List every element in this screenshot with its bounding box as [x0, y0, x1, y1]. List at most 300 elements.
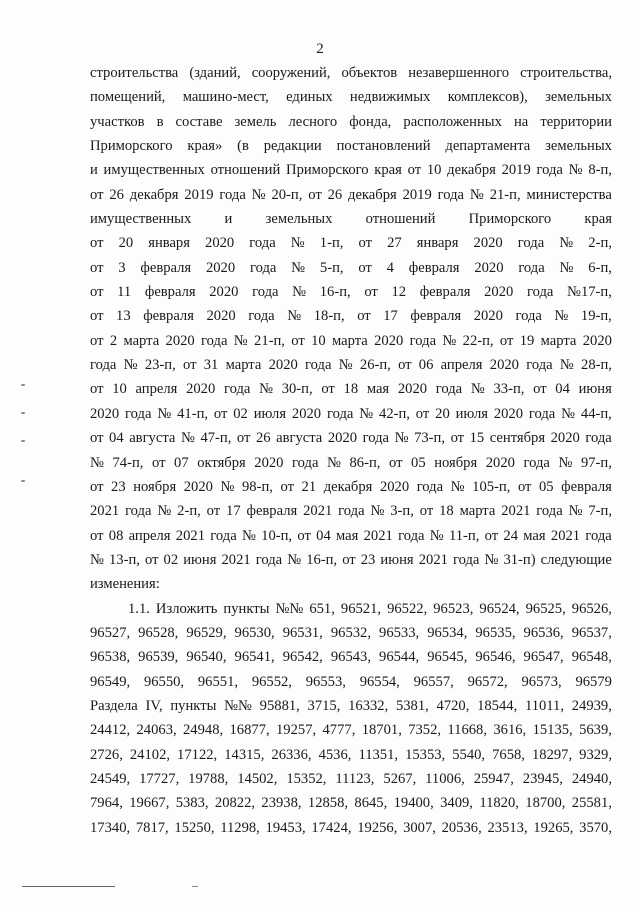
text-word: 96539,	[138, 649, 179, 666]
text-word: 96534,	[427, 624, 468, 641]
text-word: 44-п,	[580, 405, 612, 422]
text-word: №	[251, 186, 266, 203]
text-line	[90, 353, 612, 377]
text-word: от	[407, 162, 422, 179]
text-word: 19400,	[393, 795, 434, 812]
text-word: 2020	[165, 332, 195, 349]
text-line	[90, 597, 612, 621]
text-word: земельных	[545, 89, 612, 106]
text-word: 7658,	[492, 746, 525, 763]
text-word: 3616,	[493, 722, 527, 739]
text-line	[90, 256, 612, 280]
text-word: от	[357, 308, 371, 325]
text-word: января	[416, 235, 459, 252]
text-word: 96533,	[379, 624, 420, 641]
text-word: 18	[343, 381, 359, 398]
text-word: 42-п,	[379, 405, 410, 422]
text-word: года	[305, 357, 332, 374]
text-word: 24948,	[183, 722, 224, 739]
text-word: 96521,	[340, 600, 382, 617]
text-word: 24549,	[90, 770, 131, 787]
text-word: №	[241, 527, 256, 544]
text-word: года	[255, 551, 283, 568]
text-word: 2020	[291, 405, 322, 422]
text-word: марта	[459, 503, 496, 520]
text-word: 2020	[582, 332, 612, 349]
text-word: 2020	[473, 308, 503, 325]
text-word: №	[568, 503, 583, 520]
text-word: отношений	[365, 211, 436, 228]
text-word: года	[362, 430, 390, 447]
text-word: февраля	[408, 259, 460, 276]
text-line	[90, 304, 612, 328]
text-word: 8645,	[354, 795, 388, 812]
text-word: февраля	[419, 284, 471, 301]
text-word: 96543,	[330, 649, 371, 666]
text-word: от	[151, 454, 166, 471]
text-word: марта	[123, 332, 160, 349]
text-line	[90, 377, 612, 401]
text-word: №	[287, 308, 302, 325]
text-word: 20-п,	[271, 186, 303, 203]
text-word: 96527,	[90, 624, 131, 641]
text-word: апреля	[135, 381, 178, 398]
text-word: №	[259, 381, 273, 398]
text-word: 96549,	[90, 673, 131, 690]
text-word: 23513,	[487, 819, 528, 836]
text-word: и	[90, 162, 98, 179]
text-word: 2020	[374, 332, 404, 349]
text-word: августа	[276, 430, 323, 447]
text-word: 2020	[473, 235, 503, 252]
text-word: 05	[538, 478, 554, 495]
text-word: 96523,	[433, 600, 474, 617]
text-word: 21	[301, 478, 317, 495]
text-word: 15	[469, 430, 485, 447]
text-word: 19453,	[265, 819, 306, 836]
text-word: от	[90, 332, 104, 349]
text-word: августа	[129, 430, 176, 447]
text-word: 19	[519, 332, 535, 349]
text-word: 11820,	[479, 795, 519, 812]
text-word: года	[585, 430, 612, 447]
text-word: марта	[540, 332, 577, 349]
text-word: 96544,	[379, 649, 420, 666]
text-word: 41-п,	[177, 405, 209, 422]
text-word: 7964,	[90, 795, 123, 812]
text-word: 04	[109, 430, 124, 447]
text-word: 2726,	[90, 746, 123, 763]
text-word: июля	[455, 405, 488, 422]
text-word: 18544,	[477, 697, 518, 714]
text-word: 10-п,	[261, 527, 293, 544]
text-word: №	[123, 357, 138, 374]
text-word: 3	[118, 259, 126, 276]
text-word: 3-п,	[390, 503, 414, 520]
text-word: 24063,	[136, 722, 177, 739]
text-word: 8-п,	[588, 162, 612, 179]
text-word: 05	[411, 454, 426, 471]
text-word: от	[450, 430, 465, 447]
text-word: 23945,	[522, 770, 563, 787]
text-line	[90, 743, 612, 767]
text-word: 19667,	[129, 795, 170, 812]
text-word: марта	[225, 357, 262, 374]
text-word: 3715,	[307, 697, 341, 714]
text-word: 2020	[183, 478, 213, 495]
text-word: года	[249, 235, 276, 252]
text-word: 96536,	[523, 624, 564, 641]
text-word: 73-п,	[414, 430, 445, 447]
text-word: 17424,	[311, 819, 352, 836]
text-word: незавершенного	[408, 65, 510, 81]
text-word: №	[559, 235, 574, 252]
text-word: 11668,	[447, 722, 487, 739]
text-line	[90, 524, 612, 548]
text-word: 4536,	[318, 746, 352, 763]
text-word: сентября	[489, 430, 546, 447]
text-word: 96529,	[186, 624, 227, 641]
text-word: февраля	[246, 503, 298, 520]
text-word: декабря	[323, 478, 373, 495]
text-word: 17727,	[139, 770, 180, 787]
text-word: 96572,	[467, 673, 508, 690]
text-word: 31	[203, 357, 219, 374]
text-word: 23-п,	[144, 357, 176, 374]
text-word: 7817,	[135, 819, 169, 836]
text-word: 2020	[268, 357, 298, 374]
text-word: 19788,	[188, 770, 229, 787]
text-word: 3007,	[403, 819, 436, 836]
text-word: 19256,	[357, 819, 398, 836]
text-word: 13	[116, 308, 131, 325]
text-word: (зданий,	[189, 65, 241, 81]
text-word: 31-п)	[503, 551, 536, 568]
text-word: объектов	[341, 65, 398, 81]
footer-mark	[192, 886, 198, 887]
text-word: от	[517, 478, 532, 495]
text-word: 2020	[186, 381, 216, 398]
text-word: №	[484, 551, 499, 568]
text-word: от	[90, 478, 104, 495]
text-word: 96524,	[479, 600, 520, 617]
text-line	[90, 499, 612, 523]
text-word: 19265,	[533, 819, 574, 836]
text-word: от	[388, 454, 403, 471]
text-word: года	[585, 527, 612, 544]
text-line	[90, 548, 612, 572]
text-word: от	[291, 332, 305, 349]
text-word: 24	[503, 527, 519, 544]
text-word: 28-п,	[581, 357, 612, 374]
text-word: июня	[183, 551, 217, 568]
text-word: от	[297, 527, 311, 544]
text-word: февраля	[561, 478, 612, 495]
text-word: 96547,	[523, 649, 564, 666]
text-word: 25581,	[571, 795, 612, 812]
text-word: 96553,	[305, 673, 346, 690]
text-word: №	[90, 454, 104, 471]
text-word: 27	[387, 235, 402, 252]
text-word: 5540,	[452, 746, 486, 763]
text-word: 07	[174, 454, 189, 471]
text-word: 2019	[501, 162, 531, 179]
text-word: 20536,	[441, 819, 482, 836]
text-word: 2020	[474, 259, 504, 276]
text-word: от	[358, 235, 372, 252]
text-word: единых	[286, 89, 333, 106]
text-word: года	[437, 186, 465, 203]
text-word: декабря	[129, 186, 179, 203]
text-word: 5639,	[579, 722, 612, 739]
text-word: №	[470, 381, 485, 398]
text-line	[90, 572, 612, 596]
text-word: 23938,	[261, 795, 302, 812]
text-word: года	[338, 503, 365, 520]
text-line	[90, 451, 612, 475]
text-line	[90, 183, 612, 207]
text-word: 18700,	[525, 795, 566, 812]
text-word: 1-п,	[319, 235, 344, 252]
text-word: от	[364, 284, 378, 301]
text-word: года	[409, 332, 437, 349]
text-word: 5381,	[395, 697, 429, 714]
text-word: года	[219, 186, 246, 203]
text-word: 26	[255, 430, 271, 447]
text-word: июля	[253, 405, 287, 422]
text-word: 2020	[485, 454, 515, 471]
text-word: от	[90, 527, 104, 544]
page-number: 2	[316, 41, 324, 57]
text-word: 16-п,	[306, 551, 338, 568]
text-word: 24940,	[571, 770, 612, 787]
text-word: года	[201, 332, 228, 349]
text-word: года	[249, 259, 277, 276]
text-word: 12858,	[307, 795, 349, 812]
text-word: года	[125, 405, 152, 422]
text-word: 651,	[309, 600, 335, 617]
text-word: года	[523, 454, 550, 471]
text-line	[90, 645, 612, 669]
text-word: Изложить	[155, 600, 218, 617]
text-word: от	[90, 381, 104, 398]
text-word: отношений	[210, 162, 281, 179]
text-word: №№	[275, 600, 304, 617]
text-word: 96542,	[282, 649, 323, 666]
text-word: от	[484, 527, 499, 544]
text-word: года	[515, 308, 542, 325]
text-word: от	[499, 332, 514, 349]
text-word: земельных	[265, 211, 333, 228]
text-word: 96545,	[427, 649, 468, 666]
text-word: №№	[224, 697, 252, 714]
text-word: 98-п,	[242, 478, 273, 495]
text-word: 96528,	[138, 624, 179, 641]
text-word: помещений,	[90, 89, 166, 106]
text-word: 25947,	[473, 770, 514, 787]
text-word: №	[359, 405, 374, 422]
text-line	[90, 85, 612, 109]
text-word: 18701,	[361, 722, 402, 739]
text-word: 10	[426, 162, 442, 179]
text-word: №	[559, 357, 574, 374]
text-word: 14315,	[224, 746, 265, 763]
text-word: года	[518, 259, 545, 276]
body-text	[90, 61, 612, 840]
text-word: 23	[360, 551, 376, 568]
text-word: от	[398, 357, 412, 374]
text-word: 21-п,	[254, 332, 285, 349]
text-word: 20	[435, 405, 450, 422]
text-word: 96546,	[475, 649, 516, 666]
text-word: 2020	[327, 430, 358, 447]
text-word: края	[374, 162, 402, 179]
text-word: 2020	[484, 284, 514, 301]
text-word: года	[210, 527, 237, 544]
text-word: 19257,	[276, 722, 317, 739]
text-word: 2021	[501, 503, 531, 520]
text-word: от	[342, 551, 356, 568]
text-line	[90, 402, 612, 426]
text-word: 6-п,	[588, 259, 612, 276]
text-word: имущественных	[90, 211, 192, 228]
text-word: 11298,	[220, 819, 260, 836]
text-word: №	[554, 308, 569, 325]
text-word: июня	[380, 551, 414, 568]
text-word: января	[148, 235, 190, 252]
text-word: 1.1.	[128, 600, 150, 617]
text-word: края	[584, 211, 612, 228]
text-word: 96532,	[330, 624, 371, 641]
text-word: 96573,	[521, 673, 562, 690]
text-word: 5267,	[383, 770, 417, 787]
text-line	[90, 134, 612, 158]
text-word: 04	[316, 527, 331, 544]
text-word: апреля	[128, 527, 171, 544]
text-word: 96530,	[234, 624, 275, 641]
text-word: 2021	[303, 503, 333, 520]
text-word: 21-п,	[489, 186, 521, 203]
text-word: 4720,	[436, 697, 470, 714]
text-word: 11006,	[425, 770, 465, 787]
text-word: 2-п,	[177, 503, 201, 520]
text-word: 97-п,	[580, 454, 612, 471]
margin-mark	[21, 440, 25, 442]
text-line	[90, 791, 612, 815]
text-word: декабря	[348, 186, 397, 203]
text-word: (в	[237, 138, 249, 155]
text-word: 2020	[550, 430, 580, 447]
text-word: 7352,	[408, 722, 442, 739]
text-word: от	[144, 551, 159, 568]
text-word: от	[321, 381, 335, 398]
text-word: №	[558, 454, 573, 471]
text-word: 15250,	[174, 819, 215, 836]
text-word: 26	[109, 186, 124, 203]
text-word: 24939,	[571, 697, 612, 714]
text-line	[90, 280, 612, 304]
text-word: №	[568, 162, 583, 179]
text-word: №	[469, 186, 484, 203]
text-line	[90, 158, 612, 182]
text-word: 16-п,	[319, 284, 351, 301]
text-line	[90, 718, 612, 742]
text-word: №	[292, 284, 307, 301]
text-word: от	[280, 478, 294, 495]
text-word: земельных	[545, 138, 612, 155]
text-word: 96579	[575, 673, 612, 690]
text-word: 2020	[254, 454, 284, 471]
text-word: пункты	[170, 697, 217, 714]
text-word: Приморского	[286, 162, 369, 179]
text-word: года	[536, 162, 563, 179]
text-word: на	[513, 113, 529, 130]
text-line	[90, 816, 612, 840]
text-word: года	[528, 405, 556, 422]
text-word: 2020	[205, 259, 236, 276]
text-word: 95881,	[259, 697, 300, 714]
text-word: 17340,	[90, 819, 131, 836]
text-word: пункты	[223, 600, 270, 617]
text-word: и	[224, 211, 233, 228]
text-word: 96540,	[186, 649, 227, 666]
text-word: от	[419, 503, 434, 520]
text-line	[90, 110, 612, 134]
text-word: от	[213, 405, 228, 422]
text-word: от	[415, 405, 430, 422]
text-word: 15352,	[286, 770, 327, 787]
text-word: от	[90, 235, 104, 252]
text-word: февраля	[140, 259, 192, 276]
text-word: 11351,	[358, 746, 399, 763]
text-word: министерства	[526, 186, 612, 203]
text-word: 18297,	[531, 746, 573, 763]
text-word: №	[287, 551, 302, 568]
text-line	[90, 231, 612, 255]
text-word: 96525,	[525, 600, 566, 617]
text-line	[90, 621, 612, 645]
text-word: 02	[163, 551, 179, 568]
text-word: 96541,	[234, 649, 275, 666]
text-word: 3570,	[579, 819, 612, 836]
text-word: от	[308, 186, 322, 203]
text-word: 96522,	[387, 600, 428, 617]
margin-mark	[21, 480, 25, 482]
text-word: июня	[578, 381, 612, 398]
text-word: года	[326, 405, 354, 422]
text-word: №	[90, 551, 104, 568]
text-word: от	[90, 308, 104, 325]
text-word: декабря	[447, 162, 496, 179]
text-word: 15353,	[405, 746, 446, 763]
text-word: от	[533, 381, 547, 398]
text-word: IV,	[145, 697, 163, 714]
text-word: 13-п,	[109, 551, 140, 568]
text-word: 26336,	[271, 746, 312, 763]
text-word: ноября	[133, 478, 177, 495]
text-word: года	[536, 503, 563, 520]
text-line	[90, 426, 612, 450]
text-word: края»	[187, 138, 223, 155]
text-word: 26	[327, 186, 343, 203]
text-word: 20	[118, 235, 134, 252]
text-word: 5-п,	[319, 259, 344, 276]
text-word: года	[416, 478, 444, 495]
text-word: 2	[109, 332, 118, 349]
text-line	[90, 767, 612, 791]
text-word: 08	[108, 527, 124, 544]
text-word: 9329,	[579, 746, 612, 763]
